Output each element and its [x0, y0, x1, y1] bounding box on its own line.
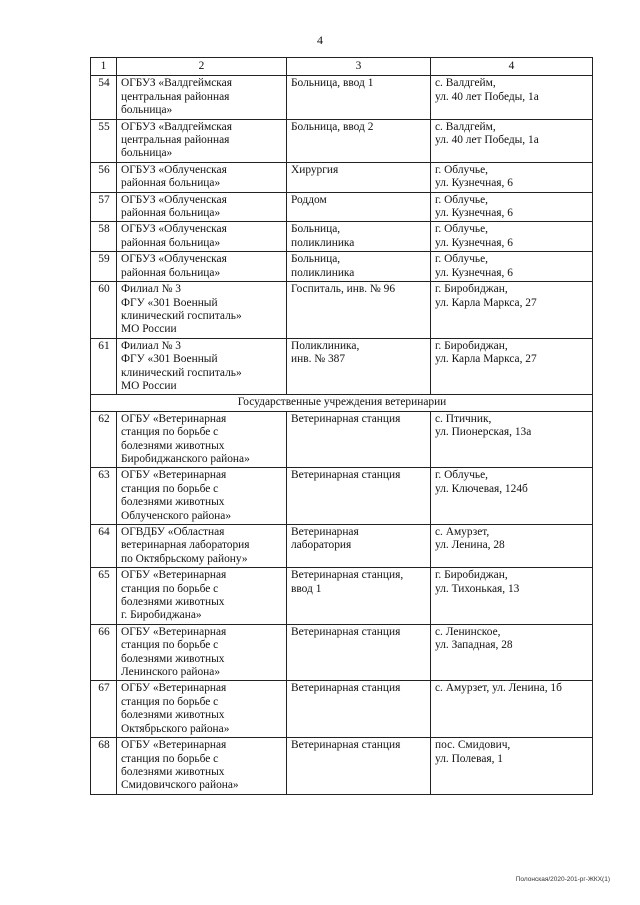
address-cell	[431, 192, 593, 222]
organization-line: ОГБУЗ «Облученская	[121, 193, 227, 206]
table-row	[91, 738, 593, 795]
facilities-table	[90, 57, 593, 795]
organization-line: по Октябрьскому району»	[121, 552, 248, 565]
table-row	[91, 76, 593, 119]
organization-line: больница»	[121, 104, 173, 117]
object-line: Ветеринарная станция	[291, 682, 401, 695]
footer-reference: Полонская/2020-201-рг-ЖКХ(1)	[515, 876, 610, 883]
organization-cell	[117, 568, 287, 625]
row-number: 61	[91, 338, 117, 395]
address-line: ул. Карла Маркса, 27	[435, 353, 537, 366]
organization-cell	[117, 738, 287, 795]
address-line: с. Амурзет,	[435, 526, 490, 538]
address-line: г. Облучье,	[435, 163, 489, 176]
row-number: 64	[91, 525, 117, 568]
address-line: с. Валдгейм,	[435, 77, 496, 90]
address-cell	[431, 681, 593, 738]
page-number: 4	[317, 33, 323, 47]
address-cell	[431, 411, 593, 468]
address-cell	[431, 252, 593, 282]
organization-line: станция по борьбе с	[121, 695, 219, 708]
organization-line: районная больница»	[121, 177, 221, 190]
object-cell	[287, 738, 431, 795]
object-line: поликлиника	[291, 236, 355, 249]
organization-line: ОГБУЗ «Валдгеймская	[121, 77, 232, 90]
organization-cell	[117, 525, 287, 568]
address-line: г. Биробиджан,	[435, 569, 508, 582]
organization-line: ОГБУ «Ветеринарная	[121, 739, 227, 752]
object-cell	[287, 681, 431, 738]
object-line: Больница, ввод 2	[291, 120, 374, 133]
address-cell	[431, 624, 593, 681]
organization-line: ОГБУ «Ветеринарная	[121, 569, 227, 582]
object-line: Больница,	[291, 253, 341, 266]
organization-cell	[117, 411, 287, 468]
organization-line: центральная районная	[121, 134, 230, 147]
object-line: Ветеринарная станция	[291, 412, 401, 425]
address-line: ул. Кузнечная, 6	[435, 177, 513, 190]
organization-line: Ленинского района»	[121, 666, 221, 679]
organization-cell	[117, 681, 287, 738]
organization-line: ФГУ «301 Военный	[121, 353, 218, 366]
row-number: 55	[91, 119, 117, 162]
address-line: г. Облучье,	[435, 193, 489, 206]
address-line: г. Облучье,	[435, 223, 489, 236]
object-cell	[287, 282, 431, 339]
organization-line: ОГБУ «Ветеринарная	[121, 469, 227, 482]
table-row	[91, 681, 593, 738]
address-cell	[431, 119, 593, 162]
organization-line: станция по борьбе с	[121, 426, 219, 439]
object-cell	[287, 411, 431, 468]
organization-line: станция по борьбе с	[121, 639, 219, 652]
table-row	[91, 468, 593, 525]
object-line: Роддом	[291, 193, 327, 206]
address-line: с. Ленинское,	[435, 625, 501, 638]
organization-cell	[117, 468, 287, 525]
table-row	[91, 192, 593, 222]
table-row	[91, 525, 593, 568]
object-line: Ветеринарная станция,	[291, 569, 404, 582]
object-line: Поликлиника,	[291, 339, 360, 352]
address-line: с. Амурзет, ул. Ленина, 1б	[435, 682, 562, 695]
row-number: 65	[91, 568, 117, 625]
address-line: с. Валдгейм,	[435, 120, 496, 133]
address-line: ул. 40 лет Победы, 1а	[435, 134, 539, 147]
object-cell	[287, 624, 431, 681]
address-cell	[431, 568, 593, 625]
organization-cell	[117, 252, 287, 282]
address-line: ул. Западная, 28	[435, 639, 513, 652]
organization-cell	[117, 192, 287, 222]
address-line: ул. Кузнечная, 6	[435, 236, 513, 249]
table-row	[91, 624, 593, 681]
header-col-3: 3	[287, 58, 431, 76]
object-line: Ветеринарная станция	[291, 625, 401, 638]
address-line: г. Биробиджан,	[435, 283, 508, 296]
organization-line: Октябрьского района»	[121, 722, 230, 735]
address-cell	[431, 525, 593, 568]
organization-line: Биробиджанского района»	[121, 452, 250, 465]
address-line: ул. Карла Маркса, 27	[435, 296, 537, 309]
address-cell	[431, 222, 593, 252]
address-cell	[431, 282, 593, 339]
address-line: г. Биробиджан,	[435, 339, 508, 352]
address-cell	[431, 76, 593, 119]
organization-line: болезнями животных	[121, 439, 225, 452]
organization-line: районная больница»	[121, 236, 221, 249]
object-line: Ветеринарная	[291, 526, 359, 538]
object-cell	[287, 338, 431, 395]
table-row	[91, 252, 593, 282]
organization-line: МО России	[121, 323, 177, 336]
organization-cell	[117, 119, 287, 162]
object-line: Больница, ввод 1	[291, 77, 374, 90]
address-line: пос. Смидович,	[435, 739, 511, 752]
object-line: ввод 1	[291, 582, 322, 595]
address-line: ул. Пионерская, 13а	[435, 426, 532, 439]
address-line: ул. Кузнечная, 6	[435, 207, 513, 220]
object-cell	[287, 76, 431, 119]
address-cell	[431, 738, 593, 795]
table-row	[91, 282, 593, 339]
organization-cell	[117, 162, 287, 192]
object-cell	[287, 222, 431, 252]
object-cell	[287, 525, 431, 568]
organization-cell	[117, 338, 287, 395]
table-row	[91, 119, 593, 162]
organization-line: ОГВДБУ «Областная	[121, 526, 225, 538]
object-line: Госпиталь, инв. № 96	[291, 283, 396, 296]
row-number: 60	[91, 282, 117, 339]
object-cell	[287, 119, 431, 162]
organization-line: Филиал № 3	[121, 283, 181, 296]
table-body-health	[91, 76, 593, 395]
row-number: 59	[91, 252, 117, 282]
organization-line: болезнями животных	[121, 765, 225, 778]
address-line: ул. Тихонькая, 13	[435, 582, 520, 595]
organization-line: центральная районная	[121, 90, 230, 103]
object-cell	[287, 192, 431, 222]
organization-line: станция по борьбе с	[121, 482, 219, 495]
address-line: ул. Ключевая, 124б	[435, 482, 528, 495]
organization-line: болезнями животных	[121, 652, 225, 665]
organization-cell	[117, 222, 287, 252]
organization-line: клинический госпиталь»	[121, 366, 242, 379]
organization-line: ОГБУ «Ветеринарная	[121, 682, 227, 695]
organization-line: болезнями животных	[121, 496, 225, 509]
row-number: 62	[91, 411, 117, 468]
address-line: ул. 40 лет Победы, 1а	[435, 90, 539, 103]
organization-cell	[117, 624, 287, 681]
organization-line: ОГБУ «Ветеринарная	[121, 625, 227, 638]
organization-line: болезнями животных	[121, 596, 225, 609]
organization-line: больница»	[121, 147, 173, 160]
address-line: ул. Ленина, 28	[435, 539, 505, 552]
organization-cell	[117, 76, 287, 119]
organization-line: ОГБУЗ «Облученская	[121, 163, 227, 176]
table-header-row	[91, 58, 593, 76]
table-row	[91, 568, 593, 625]
object-cell	[287, 568, 431, 625]
row-number: 56	[91, 162, 117, 192]
address-line: ул. Кузнечная, 6	[435, 266, 513, 279]
organization-cell	[117, 282, 287, 339]
address-cell	[431, 468, 593, 525]
object-line: лаборатория	[291, 539, 352, 552]
table-row	[91, 338, 593, 395]
row-number: 67	[91, 681, 117, 738]
organization-line: станция по борьбе с	[121, 752, 219, 765]
object-line: Больница,	[291, 223, 341, 236]
section-title: Государственные учреждения ветеринарии	[91, 395, 593, 411]
section-row	[91, 395, 593, 411]
organization-line: станция по борьбе с	[121, 582, 219, 595]
organization-line: ОГБУЗ «Облученская	[121, 253, 227, 266]
organization-line: Филиал № 3	[121, 339, 181, 352]
organization-line: Смидовичского района»	[121, 779, 239, 792]
object-line: Ветеринарная станция	[291, 469, 401, 482]
organization-line: ФГУ «301 Военный	[121, 296, 218, 309]
row-number: 54	[91, 76, 117, 119]
table-row	[91, 411, 593, 468]
organization-line: Облученского района»	[121, 509, 232, 522]
object-line: поликлиника	[291, 266, 355, 279]
object-cell	[287, 252, 431, 282]
organization-line: ОГБУ «Ветеринарная	[121, 412, 227, 425]
organization-line: ОГБУЗ «Облученская	[121, 223, 227, 236]
object-cell	[287, 162, 431, 192]
organization-line: ОГБУЗ «Валдгеймская	[121, 120, 232, 133]
header-col-4: 4	[431, 58, 593, 76]
address-line: г. Облучье,	[435, 469, 489, 482]
organization-line: болезнями животных	[121, 709, 225, 722]
table-row	[91, 222, 593, 252]
organization-line: г. Биробиджана»	[121, 609, 202, 622]
row-number: 66	[91, 624, 117, 681]
row-number: 57	[91, 192, 117, 222]
header-col-1: 1	[91, 58, 117, 76]
address-line: с. Птичник,	[435, 412, 492, 425]
organization-line: ветеринарная лаборатория	[121, 539, 250, 552]
address-cell	[431, 338, 593, 395]
address-line: ул. Полевая, 1	[435, 752, 503, 765]
address-cell	[431, 162, 593, 192]
organization-line: районная больница»	[121, 266, 221, 279]
object-cell	[287, 468, 431, 525]
row-number: 63	[91, 468, 117, 525]
row-number: 68	[91, 738, 117, 795]
header-col-2: 2	[117, 58, 287, 76]
object-line: Хирургия	[291, 163, 339, 176]
organization-line: районная больница»	[121, 207, 221, 220]
table-row	[91, 162, 593, 192]
address-line: г. Облучье,	[435, 253, 489, 266]
object-line: инв. № 387	[291, 353, 346, 366]
row-number: 58	[91, 222, 117, 252]
organization-line: клинический госпиталь»	[121, 309, 242, 322]
organization-line: МО России	[121, 379, 177, 392]
object-line: Ветеринарная станция	[291, 739, 401, 752]
table-body-veterinary	[91, 411, 593, 794]
